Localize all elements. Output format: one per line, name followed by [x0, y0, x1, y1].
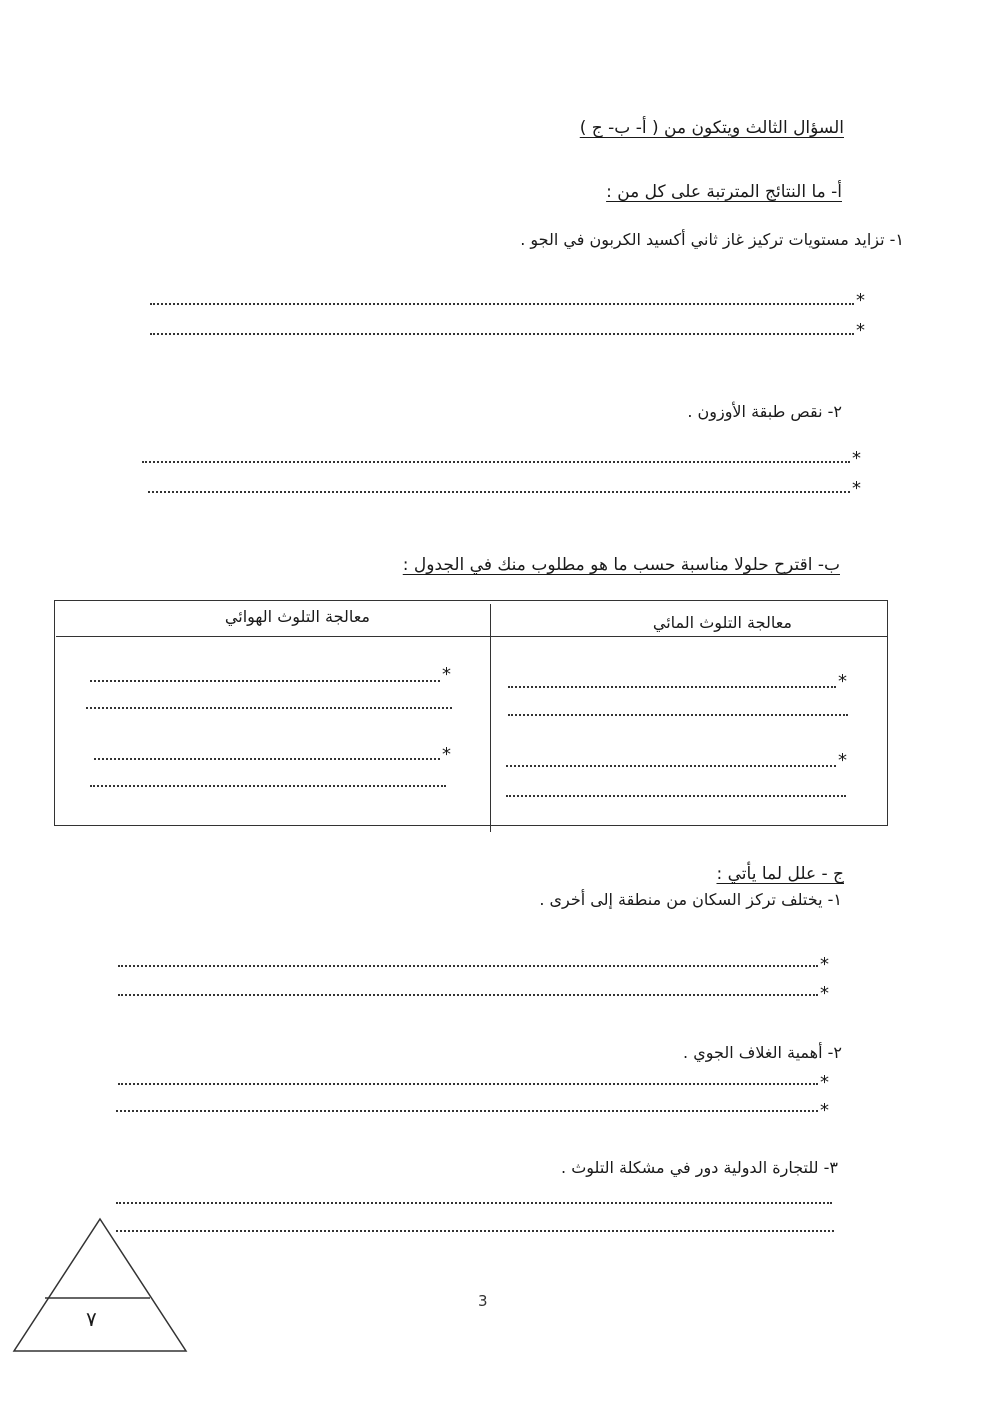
answer-line[interactable]: [118, 994, 818, 996]
answer-line[interactable]: [148, 491, 850, 493]
answer-bullet: *: [442, 664, 451, 685]
answer-line[interactable]: [142, 461, 850, 463]
part-c-item-2: ٢- أهمية الغلاف الجوي .: [683, 1043, 842, 1062]
answer-line[interactable]: [116, 1110, 818, 1112]
answer-line[interactable]: [508, 714, 848, 716]
answer-line[interactable]: [90, 785, 446, 787]
answer-bullet: *: [856, 290, 865, 311]
table-header-divider: [56, 636, 888, 637]
answer-bullet: *: [820, 1100, 829, 1121]
answer-line[interactable]: [150, 333, 854, 335]
answer-line[interactable]: [150, 303, 854, 305]
score-triangle: [10, 1215, 190, 1355]
answer-line[interactable]: [116, 1202, 832, 1204]
answer-bullet: *: [856, 320, 865, 341]
table-column-divider: [490, 604, 491, 832]
answer-line[interactable]: [506, 765, 836, 767]
answer-line[interactable]: [508, 686, 836, 688]
answer-line[interactable]: [90, 680, 440, 682]
answer-line[interactable]: [506, 795, 846, 797]
answer-bullet: *: [852, 448, 861, 469]
column-header-air: معالجة التلوث الهوائي: [224, 607, 370, 626]
answer-bullet: *: [820, 983, 829, 1004]
solutions-table: [54, 600, 888, 826]
answer-bullet: *: [820, 954, 829, 975]
part-c-heading: ج - علل لما يأتي :: [716, 864, 844, 884]
answer-bullet: *: [838, 750, 847, 771]
answer-line[interactable]: [118, 1083, 818, 1085]
answer-bullet: *: [442, 744, 451, 765]
part-a-heading: أ- ما النتائج المترتبة على كل من :: [606, 182, 842, 202]
part-c-item-1: ١- يختلف تركز السكان من منطقة إلى أخرى .: [539, 890, 842, 909]
answer-bullet: *: [838, 671, 847, 692]
answer-line[interactable]: [118, 965, 818, 967]
answer-line[interactable]: [116, 1230, 834, 1232]
answer-bullet: *: [852, 478, 861, 499]
answer-line[interactable]: [86, 707, 452, 709]
question-title: السؤال الثالث ويتكون من ( أ- ب- ج ): [579, 118, 844, 138]
answer-line[interactable]: [94, 758, 440, 760]
answer-bullet: *: [820, 1072, 829, 1093]
part-b-heading: ب- اقترح حلولا مناسبة حسب ما هو مطلوب منك في الجدول :: [402, 555, 840, 575]
column-header-water: معالجة التلوث المائي: [652, 613, 792, 632]
part-a-item-2: ٢- نقص طبقة الأوزون .: [687, 402, 842, 421]
part-c-item-3: ٣- للتجارة الدولية دور في مشكلة التلوث .: [561, 1158, 838, 1177]
part-a-item-1: ١- تزايد مستويات تركيز غاز ثاني أكسيد الكربون في الجو .: [520, 230, 904, 249]
page-number: 3: [478, 1292, 488, 1310]
score-value: ٧: [86, 1307, 97, 1331]
